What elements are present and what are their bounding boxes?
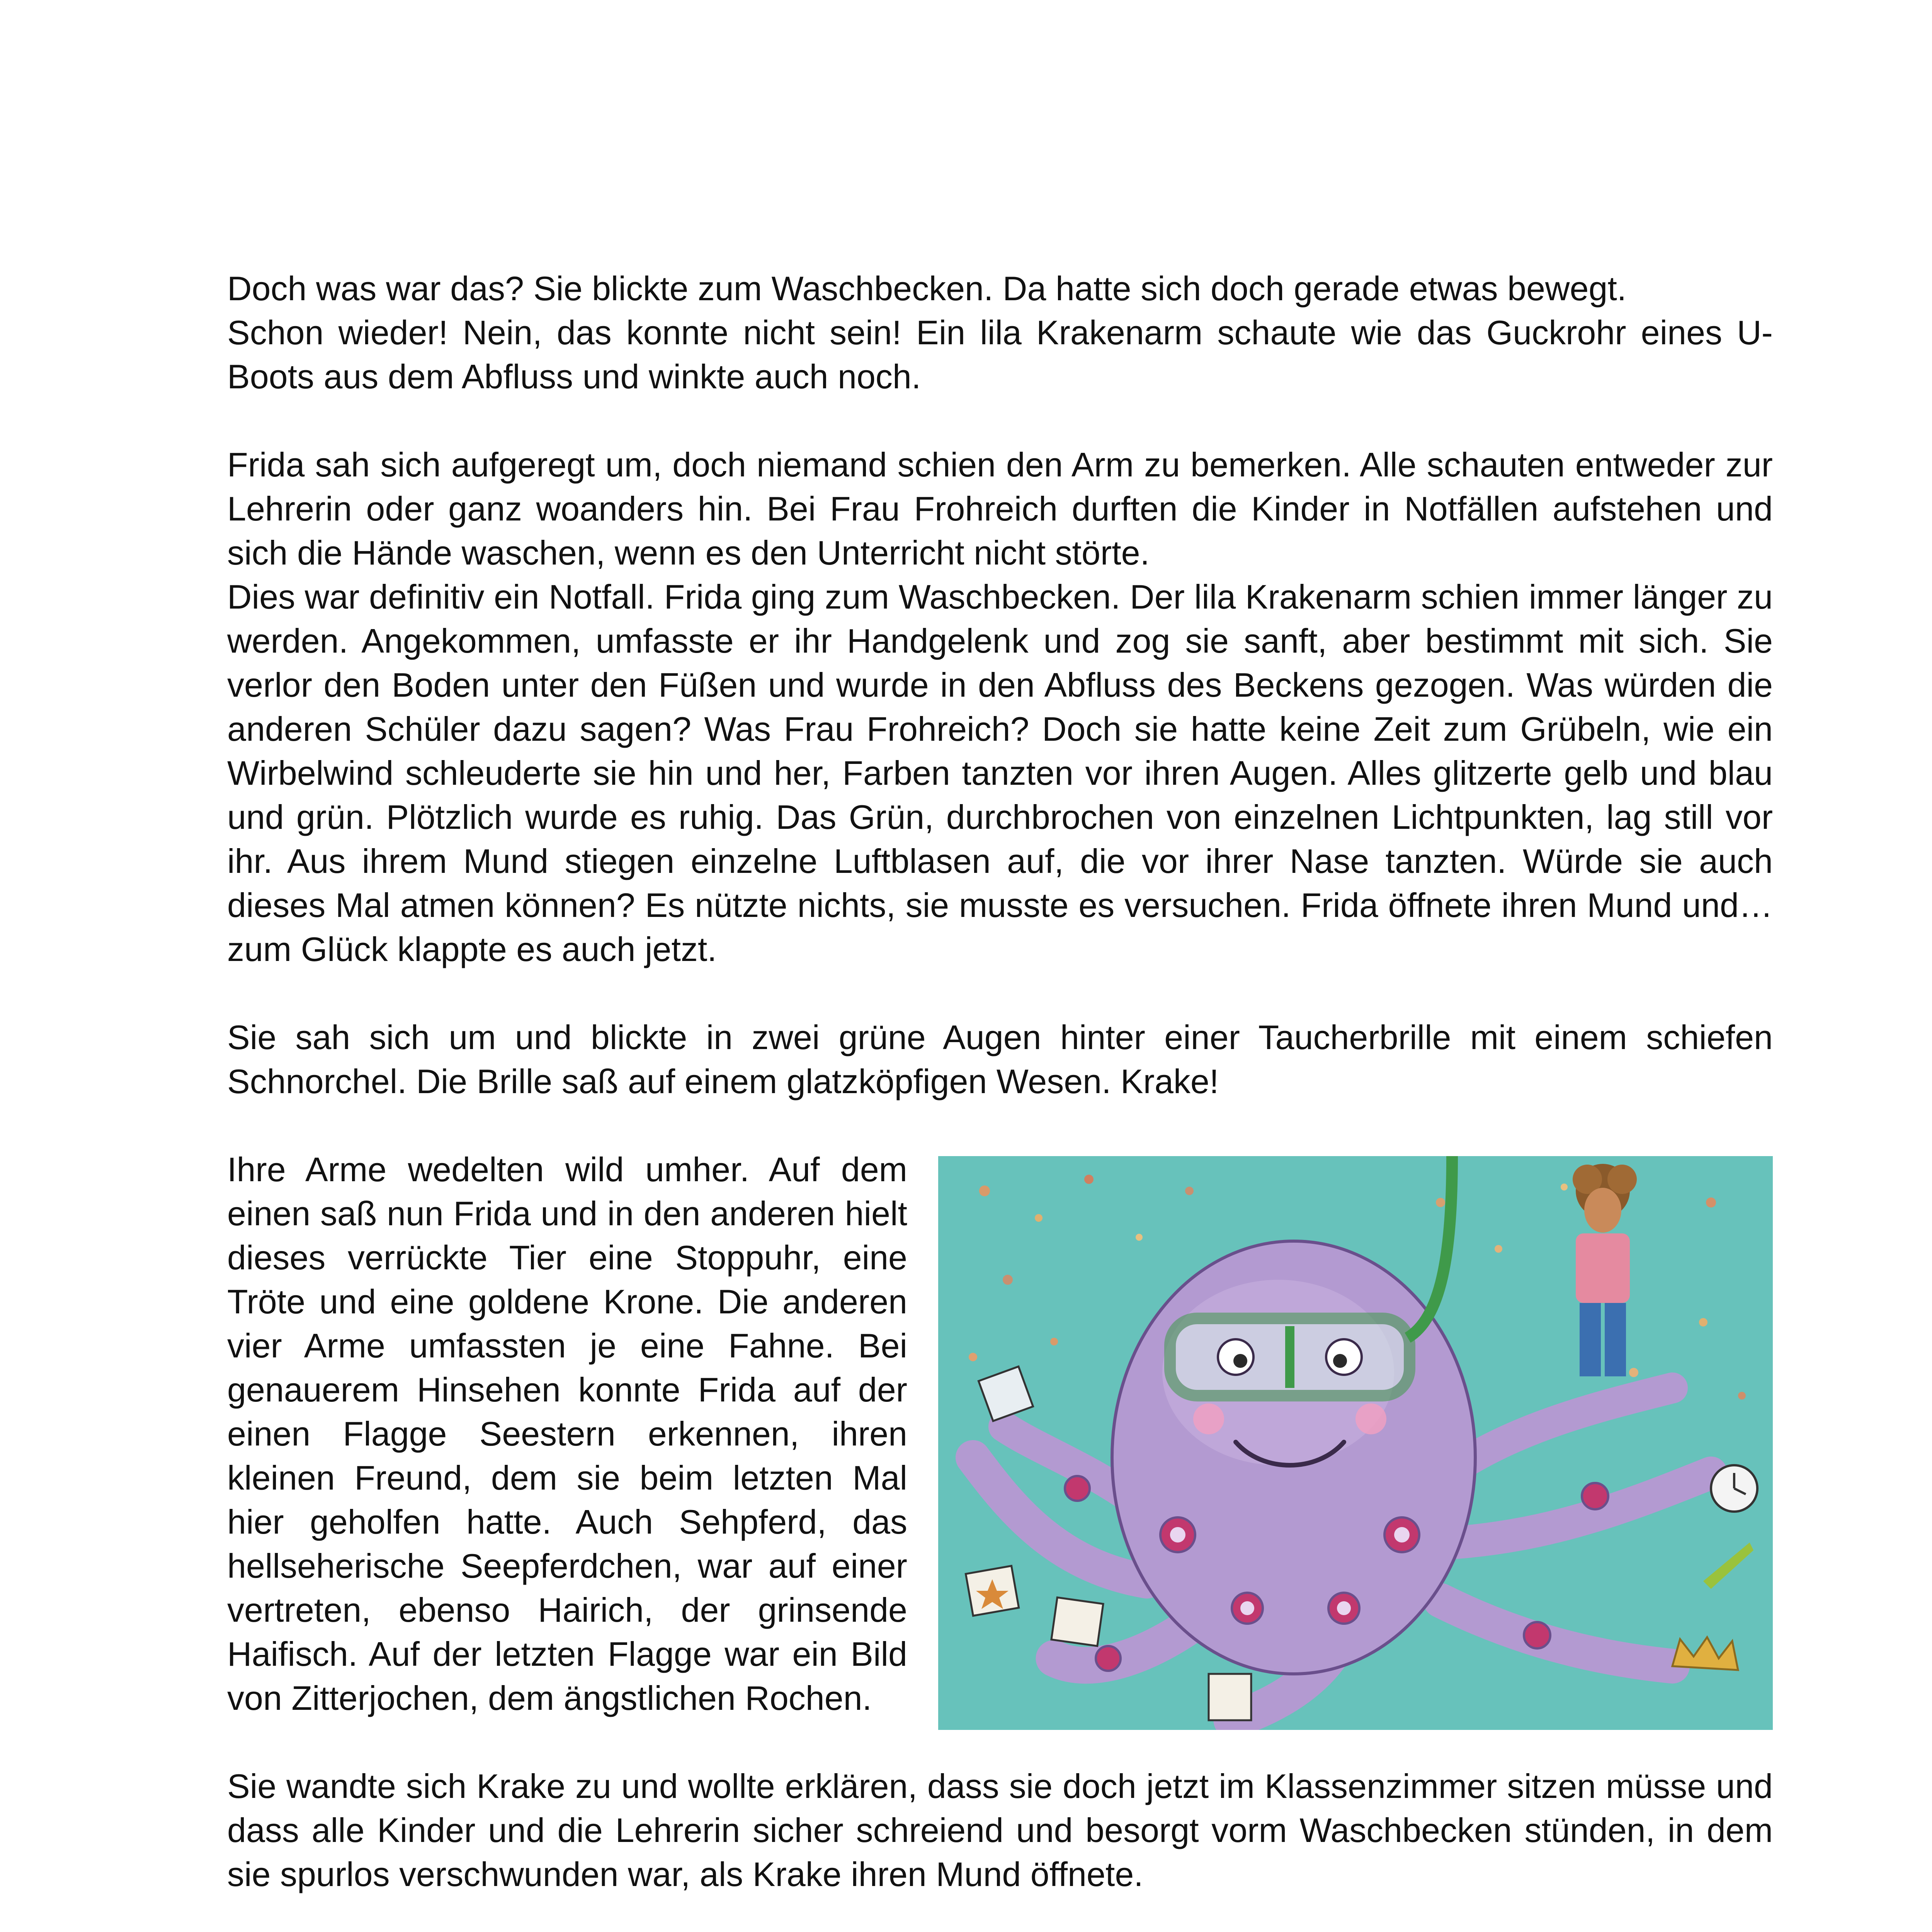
- octopus-drawing: [938, 1156, 1773, 1730]
- text-column: [227, 267, 1773, 1932]
- paragraph-spacer: [227, 399, 1773, 443]
- paragraph: Sie sah sich um und blickte in zwei grüne Augen hinter einer Taucherbrille mit einem schiefen Schnorchel. Die Brille saß auf einem glatzköpfigen Wesen. Krake!: [227, 1018, 1773, 1100]
- paragraph: Schon wieder! Nein, das konnte nicht sein! Ein lila Krakenarm schaute wie das Guckrohr eines U-Boots aus dem Abfluss und winkte auch noch.: [227, 313, 1773, 396]
- octopus-illustration: [938, 1156, 1773, 1730]
- paragraph: Dies war definitiv ein Notfall. Frida ging zum Waschbecken. Der lila Krakenarm schien immer länger zu werden. Angekommen, umfasste er ihr Handgelenk und zog sie sanft, aber bestimmt mit sich. Sie verlor den Boden unter den Füßen und wurde in den Abfluss des Beckens gezogen. Was würden die anderen Schüler dazu sagen? Was Frau Frohreich? Doch sie hatte keine Zeit zum Grübeln, wie ein Wirbelwind schleuderte sie hin und her, Farben tanzten vor ihren Augen. Alles glitzerte gelb und blau und grün. Plötzlich wurde es ruhig. Das Grün, durchbrochen von einzelnen Lichtpunkten, lag still vor ihr. Aus ihrem Mund stiegen einzelne Luftblasen auf, die vor ihrer Nase tanzten. Würde sie auch dieses Mal atmen können? Es nützte nichts, sie musste es versuchen. Frida öffnete ihren Mund und… zum Glück klappte es auch jetzt.: [227, 578, 1773, 968]
- paragraph-spacer: [227, 1896, 1773, 1932]
- paragraph: Sie wandte sich Krake zu und wollte erklären, dass sie doch jetzt im Klassenzimmer sitzen müsse und dass alle Kinder und die Lehrerin sicher schreiend und besorgt vorm Waschbecken stünden, in dem sie spurlos verschwunden war, als Krake ihren Mund öffnete.: [227, 1767, 1773, 1893]
- paragraph: Doch was war das? Sie blickte zum Waschbecken. Da hatte sich doch gerade etwas bewegt.: [227, 269, 1627, 308]
- paragraph-spacer: [227, 1104, 1773, 1148]
- paragraph: Frida sah sich aufgeregt um, doch niemand schien den Arm zu bemerken. Alle schauten entweder zur Lehrerin oder ganz woanders hin. Bei Frau Frohreich durften die Kinder in Notfällen aufstehen und sich die Hände waschen, wenn es den Unterricht nicht störte.: [227, 446, 1773, 572]
- paragraph-spacer: [227, 971, 1773, 1015]
- paragraph: Ihre Arme wedelten wild umher. Auf dem einen saß nun Frida und in den anderen hielt dieses verrückte Tier eine Stoppuhr, eine Tröte und eine goldene Krone. Die anderen vier Arme umfassten je eine Fahne. Bei genauerem Hinsehen konnte Frida auf der einen Flagge Seestern erkennen, ihren kleinen Freund, dem sie beim letzten Mal hier geholfen hatte. Auch Sehpferd, das hellseherische Seepferdchen, war auf einer vertreten, ebenso Hairich, der grinsende Haifisch. Auf der letzten Flagge war ein Bild von Zitterjochen, dem ängstlichen Rochen.: [227, 1150, 907, 1717]
